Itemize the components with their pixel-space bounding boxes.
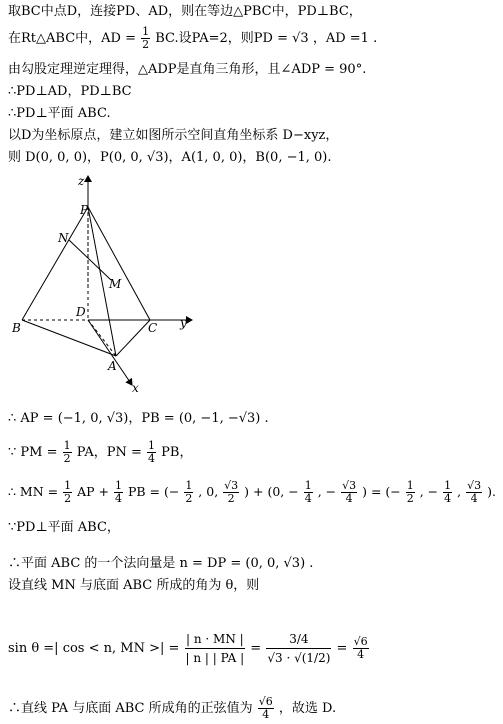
label-C: C: [148, 321, 158, 335]
text-line-11: ∵PD⊥平面 ABC，: [8, 520, 120, 535]
text-line-15: [8, 696, 336, 721]
text-segment: , 0,: [198, 484, 219, 499]
text-line-12: ∴平面 ABC 的一个法向量是 n = DP = (0, 0, √3) .: [8, 556, 314, 571]
text-line-1: 取BC中点D，连接PD、AD，则在等边△PBC中，PD⊥BC，: [8, 4, 362, 19]
text-segment: sin θ =| cos < n, MN >| =: [8, 641, 180, 656]
text-line-13: 设直线 MN 与底面 ABC 所成的角为 θ，则: [8, 578, 260, 593]
label-D: D: [76, 305, 86, 319]
text-line-3: 由勾股定理逆定理得，△ADP是直角三角形，且∠ADP = 90°.: [8, 62, 367, 77]
text-line-9: [8, 440, 192, 465]
text-line-2: [8, 26, 377, 51]
text-segment: ).: [487, 484, 496, 499]
text-line-10: [8, 480, 496, 505]
fraction-half: $\frac{1}{2}$: [142, 25, 150, 51]
label-z: z: [78, 174, 85, 188]
fraction-quarter: $\frac{1}{4}$: [148, 439, 156, 465]
text-segment: ∵ PM =: [8, 445, 58, 460]
text-segment: ) + (0, −: [244, 484, 299, 499]
label-y: y: [180, 316, 187, 330]
fraction-half: $\frac{1}{2}$: [185, 479, 193, 505]
label-M: M: [109, 277, 122, 291]
label-N: N: [58, 231, 69, 245]
fraction-quarter: $\frac{1}{4}$: [114, 479, 122, 505]
text-segment: ∴直线 PA 与底面 ABC 所成角的正弦值为: [8, 701, 253, 716]
text-line-7: 则 D(0, 0, 0)，P(0, 0, √3)，A(1, 0, 0)，B(0, −1, 0).: [8, 150, 332, 165]
text-segment: =: [250, 641, 262, 656]
text-line-5: ∴PD⊥平面 ABC.: [8, 106, 111, 121]
sin-formula: [8, 630, 370, 667]
fraction-sqrt3-4: $\frac{√3}{4}$: [467, 479, 482, 505]
label-B: B: [12, 321, 21, 335]
tetrahedron-figure: [12, 170, 212, 395]
text-line-6: 以D为坐标原点，建立如图所示空间直角坐标系 D−xyz，: [8, 128, 339, 143]
text-segment: =: [336, 641, 348, 656]
fraction-half: $\frac{1}{2}$: [406, 479, 414, 505]
label-P: P: [80, 203, 89, 217]
fraction-value: $\frac{3/4}{√3 \cdot √(1/2)}$: [267, 632, 331, 665]
text-segment: 在Rt△ABC中，AD =: [8, 31, 136, 46]
text-segment: ,: [457, 484, 462, 499]
fraction-sqrt3-2: $\frac{√3}{2}$: [224, 479, 239, 505]
text-line-8: ∴ AP = (−1, 0, √3)，PB = (0, −1, −√3) .: [8, 411, 269, 426]
text-segment: , −: [317, 484, 337, 499]
text-segment: PB，: [161, 445, 193, 460]
sqrt3-value: √3: [292, 31, 309, 46]
x-axis: [88, 320, 132, 385]
text-segment: ，故选 D.: [278, 701, 337, 716]
text-segment: PA，PN =: [76, 445, 142, 460]
fraction-sqrt6-4: $\frac{√6}{4}$: [258, 695, 273, 721]
text-segment: ) = (−: [362, 484, 401, 499]
fraction-quarter: $\frac{1}{4}$: [444, 479, 452, 505]
text-segment: ∴ MN =: [8, 484, 59, 499]
fraction-sqrt6-4: $\frac{√6}{4}$: [353, 635, 368, 661]
fraction-cos: $\frac{| n \cdot MN |}{| n | | PA |}$: [185, 632, 245, 665]
label-x: x: [132, 381, 139, 395]
text-segment: , −: [419, 484, 439, 499]
fraction-quarter: $\frac{1}{4}$: [304, 479, 312, 505]
text-segment: BC.设PA=2，则PD =: [155, 31, 288, 46]
fraction-half: $\frac{1}{2}$: [64, 479, 72, 505]
text-segment: ，AD =1 .: [312, 31, 378, 46]
text-line-4: ∴PD⊥AD，PD⊥BC: [8, 84, 132, 99]
text-segment: AP +: [77, 484, 109, 499]
label-A: A: [108, 359, 117, 373]
fraction-half: $\frac{1}{2}$: [63, 439, 71, 465]
fraction-sqrt3-4: $\frac{√3}{4}$: [342, 479, 357, 505]
text-segment: PB = (−: [127, 484, 180, 499]
